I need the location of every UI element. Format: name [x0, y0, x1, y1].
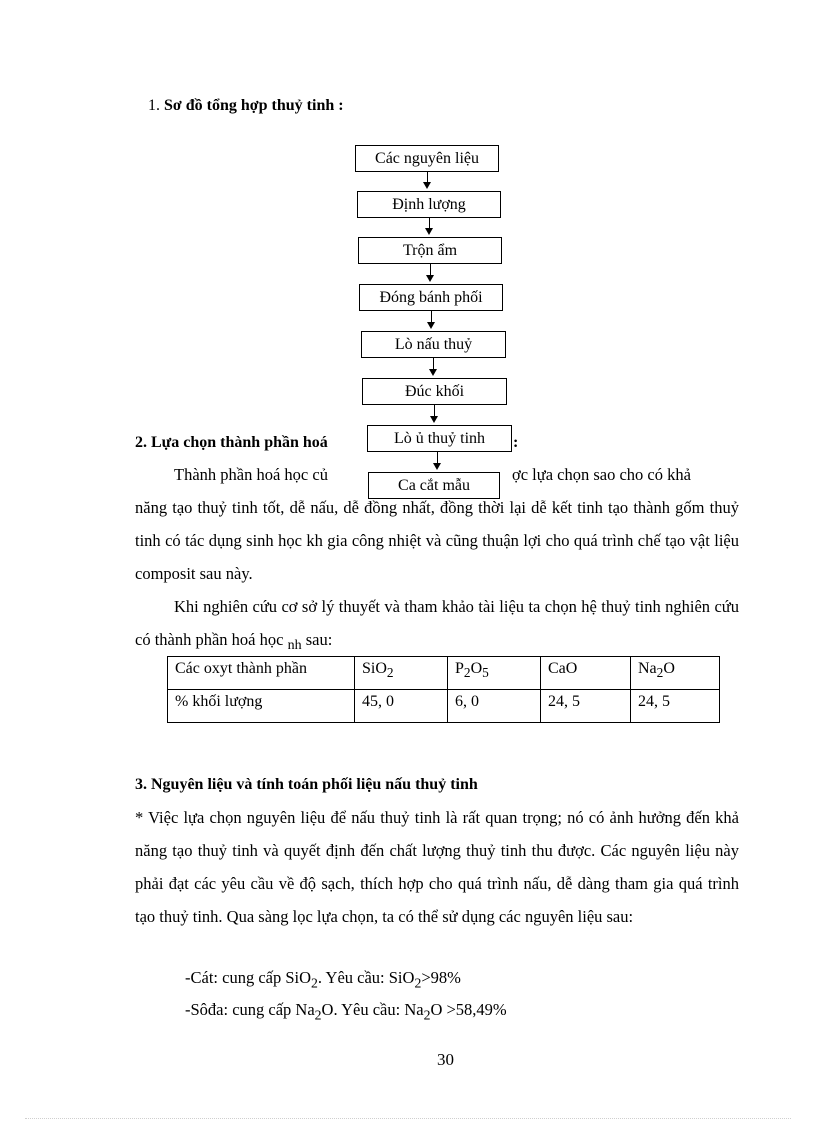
- flow-step: Lò nấu thuỷ: [361, 331, 506, 358]
- table-header-label: Các oxyt thành phần: [168, 657, 355, 690]
- paragraph-1-start: Thành phần hoá học củ: [174, 465, 328, 484]
- paragraph-2: [135, 590, 739, 658]
- paragraph-1-end: ợc lựa chọn sao cho có khả: [512, 465, 691, 484]
- table-cell: 24, 5: [541, 690, 631, 723]
- table-header-na2o: $Na_2O$: [631, 657, 720, 690]
- footer-divider: [25, 1118, 791, 1119]
- flow-step: Các nguyên liệu: [355, 145, 499, 172]
- table-header-sio2: SiO$_2$: [355, 657, 448, 690]
- table-header-p2o5: $P_2O_5$: [448, 657, 541, 690]
- section-3-paragraph: * Việc lựa chọn nguyên liệu để nấu thuỷ tinh là rất quan trọng; nó có ảnh hưởng đến khả năng tạo thuỷ tinh và quyết định đến chất lượng thuỷ tinh thu được. Các nguyên liệu này phải đạt các yêu cầu về độ sạch, thích hợp cho quá trình nấu, dễ dàng tham gia quá trình tạo thuỷ tinh. Qua sàng lọc lựa chọn, ta có thể sử dụng các nguyên liệu sau:: [135, 808, 739, 926]
- table-header-cao: CaO: [541, 657, 631, 690]
- section-3-heading: 3. Nguyên liệu và tính toán phối liệu nấu thuỷ tinh: [135, 776, 478, 793]
- flow-step: Ca cắt mẫu: [368, 472, 500, 499]
- flow-step: Lò ủ thuỷ tinh: [367, 425, 512, 452]
- table-cell: 6, 0: [448, 690, 541, 723]
- arrow-down-icon: [433, 463, 441, 470]
- flow-step: Đóng bánh phối: [359, 284, 503, 311]
- section-1-title: Sơ đồ tổng hợp thuỷ tinh :: [164, 97, 344, 114]
- material-item-sand: -Cát: cung cấp SiO$_2$. Yêu cầu: SiO$_2$>98%: [185, 968, 461, 991]
- composition-table: [167, 656, 720, 723]
- arrow-down-icon: [427, 322, 435, 329]
- arrow-down-icon: [425, 228, 433, 235]
- material-item-soda: -Sôđa: cung cấp $Na_2O$. Yêu cầu: $Na_2O >58,49\%$: [185, 1000, 507, 1023]
- flow-step: Trộn ẩm: [358, 237, 502, 264]
- section-2-heading: 2. Lựa chọn thành phần hoá: [135, 434, 328, 451]
- table-row: [168, 690, 720, 723]
- arrow-down-icon: [429, 369, 437, 376]
- section-1-number: 1.: [148, 97, 160, 114]
- arrow-down-icon: [426, 275, 434, 282]
- arrow-down-icon: [430, 416, 438, 423]
- section-2-heading-end: :: [513, 434, 519, 451]
- flow-step: Định lượng: [357, 191, 501, 218]
- table-row-label: % khối lượng: [168, 690, 355, 723]
- table-cell: 24, 5: [631, 690, 720, 723]
- flow-step: Đúc khối: [362, 378, 507, 405]
- table-cell: 45, 0: [355, 690, 448, 723]
- section-1-heading: [148, 97, 344, 115]
- paragraph-1-rest: năng tạo thuỷ tinh tốt, dễ nấu, dễ đồng nhất, đồng thời lại dễ kết tinh tạo thành gốm thuỷ tinh có tác dụng sinh học kh gia công nhiệt và cũng thuận lợi cho quá trình chế tạo vật liệu composit sau này.: [135, 498, 739, 583]
- page-number: 30: [437, 1050, 454, 1069]
- paragraph-2-text: Khi nghiên cứu cơ sở lý thuyết và tham khảo tài liệu ta chọn hệ thuỷ tinh nghiên cứu có thành phần hoá học: [135, 597, 739, 649]
- paragraph-2-end: sau:: [305, 630, 333, 649]
- paragraph-2-nh: nh: [287, 638, 302, 653]
- arrow-down-icon: [423, 182, 431, 189]
- table-header-row: [168, 657, 720, 690]
